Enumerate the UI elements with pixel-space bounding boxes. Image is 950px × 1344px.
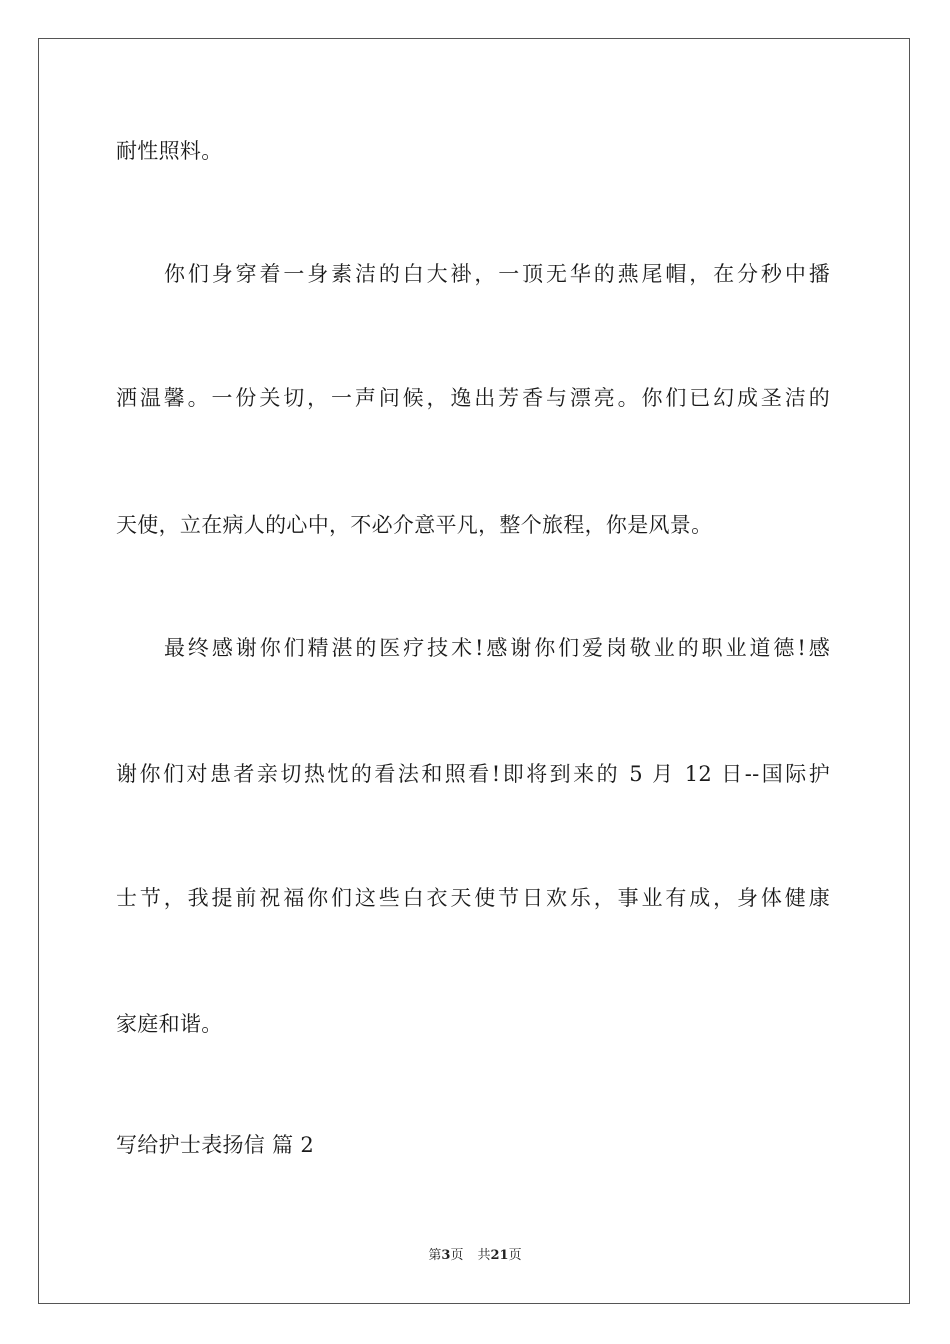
paragraph-line: 天使，立在病人的心中，不必介意平凡，整个旅程，你是风景。 [116,513,713,537]
paragraph-line: 谢你们对患者亲切热忱的看法和照看!即将到来的 5 月 12 日--国际护 [116,762,830,786]
paragraph-line: 洒温馨。一份关切，一声问候，逸出芳香与漂亮。你们已幻成圣洁的 [116,386,830,410]
paragraph-line: 你们身穿着一身素洁的白大褂，一顶无华的燕尾帽，在分秒中播 [164,262,830,286]
paragraph-line: 士节，我提前祝福你们这些白衣天使节日欢乐，事业有成，身体健康 [116,886,830,910]
page-prefix: 第 [428,1248,442,1263]
total-suffix: 页 [508,1248,522,1263]
page-border [38,38,910,1304]
section-heading: 写给护士表扬信 篇 2 [116,1133,315,1157]
page-number: 3 [441,1248,451,1263]
paragraph-line: 耐性照料。 [116,139,223,163]
paragraph-line: 最终感谢你们精湛的医疗技术!感谢你们爱岗敬业的职业道德!感 [164,636,830,660]
page-suffix: 页 [450,1248,464,1263]
page-footer [0,1248,950,1264]
paragraph-line: 家庭和谐。 [116,1012,223,1036]
total-prefix: 共 [477,1248,491,1263]
total-pages: 21 [490,1248,509,1263]
